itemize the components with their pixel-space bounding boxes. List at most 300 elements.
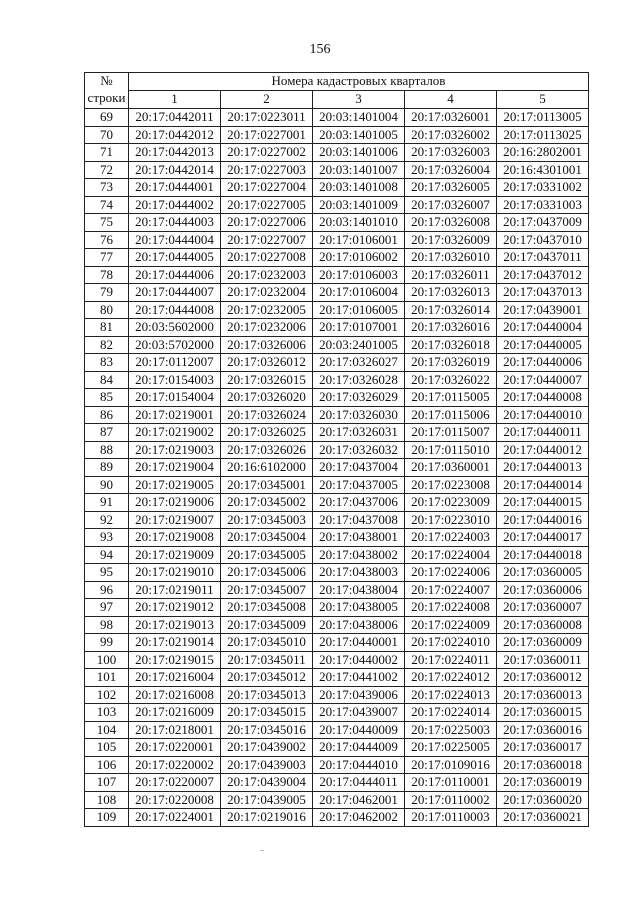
cadastral-number-cell: 20:17:0442011 [129,109,221,127]
cadastral-number-cell: 20:17:0326006 [221,336,313,354]
cadastral-number-cell: 20:17:0216004 [129,669,221,687]
cadastral-number-cell: 20:17:0444010 [313,756,405,774]
row-number-cell: 75 [85,214,129,232]
cadastral-number-cell: 20:17:0219003 [129,441,221,459]
cadastral-number-cell: 20:17:0345001 [221,476,313,494]
cadastral-number-cell: 20:17:0216009 [129,704,221,722]
cadastral-number-cell: 20:17:0360006 [497,581,589,599]
cadastral-number-cell: 20:17:0110003 [405,809,497,827]
table-row [85,739,589,757]
cadastral-number-cell: 20:17:0438005 [313,599,405,617]
cadastral-number-cell: 20:17:0326019 [405,354,497,372]
cadastral-number-cell: 20:17:0439003 [221,756,313,774]
cadastral-number-cell: 20:17:0360017 [497,739,589,757]
table-row [85,441,589,459]
cadastral-number-cell: 20:17:0326029 [313,389,405,407]
table-row [85,424,589,442]
table-row [85,809,589,827]
cadastral-number-cell: 20:17:0219014 [129,634,221,652]
cadastral-number-cell: 20:17:0360020 [497,791,589,809]
row-number-cell: 108 [85,791,129,809]
cadastral-number-cell: 20:17:0444005 [129,249,221,267]
cadastral-number-cell: 20:17:0326013 [405,284,497,302]
cadastral-number-cell: 20:17:0225005 [405,739,497,757]
cadastral-number-cell: 20:17:0112007 [129,354,221,372]
cadastral-number-cell: 20:17:0326014 [405,301,497,319]
cadastral-number-cell: 20:17:0220001 [129,739,221,757]
cadastral-number-cell: 20:17:0360015 [497,704,589,722]
cadastral-number-cell: 20:17:0345004 [221,529,313,547]
cadastral-number-cell: 20:17:0220007 [129,774,221,792]
cadastral-number-cell: 20:17:0224004 [405,546,497,564]
cadastral-number-cell: 20:17:0345005 [221,546,313,564]
cadastral-number-cell: 20:17:0441002 [313,669,405,687]
row-number-cell: 79 [85,284,129,302]
cadastral-number-cell: 20:17:0345012 [221,669,313,687]
cadastral-number-cell: 20:17:0326020 [221,389,313,407]
table-row [85,144,589,162]
table-row [85,599,589,617]
cadastral-number-cell: 20:17:0115010 [405,441,497,459]
row-number-header [85,73,129,109]
cadastral-number-cell: 20:17:0106001 [313,231,405,249]
cadastral-number-cell: 20:17:0227005 [221,196,313,214]
cadastral-number-cell: 20:17:0437013 [497,284,589,302]
cadastral-number-cell: 20:17:0223009 [405,494,497,512]
table-row [85,721,589,739]
cadastral-number-cell: 20:17:0223010 [405,511,497,529]
table-row [85,634,589,652]
cadastral-number-cell: 20:17:0439002 [221,739,313,757]
cadastral-number-cell: 20:17:0223011 [221,109,313,127]
cadastral-number-cell: 20:17:0219006 [129,494,221,512]
table-body [85,109,589,827]
row-number-cell: 70 [85,126,129,144]
row-number-cell: 92 [85,511,129,529]
table-row [85,686,589,704]
cadastral-number-cell: 20:17:0439007 [313,704,405,722]
cadastral-number-cell: 20:17:0154004 [129,389,221,407]
cadastral-number-cell: 20:17:0345003 [221,511,313,529]
cadastral-number-cell: 20:03:1401007 [313,161,405,179]
cadastral-number-cell: 20:17:0437012 [497,266,589,284]
cadastral-number-cell: 20:17:0326031 [313,424,405,442]
cadastral-number-cell: 20:17:0440014 [497,476,589,494]
cadastral-number-cell: 20:17:0444001 [129,179,221,197]
cadastral-number-cell: 20:17:0232005 [221,301,313,319]
column-number-header: 1 [129,91,221,109]
cadastral-number-cell: 20:17:0110001 [405,774,497,792]
cadastral-number-cell: 20:17:0227001 [221,126,313,144]
cadastral-number-cell: 20:17:0442012 [129,126,221,144]
cadastral-number-cell: 20:17:0113025 [497,126,589,144]
table-row [85,319,589,337]
cadastral-number-cell: 20:17:0224013 [405,686,497,704]
cadastral-number-cell: 20:03:1401006 [313,144,405,162]
cadastral-number-cell: 20:17:0216008 [129,686,221,704]
cadastral-number-cell: 20:17:0440005 [497,336,589,354]
table-row [85,546,589,564]
row-number-header-label: строки [87,89,126,105]
cadastral-number-cell: 20:17:0345007 [221,581,313,599]
cadastral-number-cell: 20:03:5602000 [129,319,221,337]
cadastral-number-cell: 20:17:0444011 [313,774,405,792]
row-number-cell: 72 [85,161,129,179]
cadastral-number-cell: 20:17:0224010 [405,634,497,652]
row-number-cell: 100 [85,651,129,669]
cadastral-number-cell: 20:17:0113005 [497,109,589,127]
cadastral-number-cell: 20:17:0115007 [405,424,497,442]
cadastral-number-cell: 20:17:0326007 [405,196,497,214]
row-number-cell: 106 [85,756,129,774]
cadastral-number-cell: 20:17:0219011 [129,581,221,599]
cadastral-number-cell: 20:17:0219009 [129,546,221,564]
row-number-cell: 103 [85,704,129,722]
cadastral-quarters-table [84,72,589,827]
cadastral-number-cell: 20:17:0224003 [405,529,497,547]
cadastral-number-cell: 20:17:0227007 [221,231,313,249]
cadastral-number-cell: 20:17:0331003 [497,196,589,214]
table-row [85,336,589,354]
cadastral-number-cell: 20:17:0326005 [405,179,497,197]
cadastral-number-cell: 20:17:0326002 [405,126,497,144]
cadastral-number-cell: 20:17:0360019 [497,774,589,792]
row-number-cell: 102 [85,686,129,704]
row-number-cell: 90 [85,476,129,494]
paper-mark [260,850,264,851]
table-row [85,406,589,424]
cadastral-number-cell: 20:17:0219015 [129,651,221,669]
cadastral-number-cell: 20:17:0440018 [497,546,589,564]
table-row [85,564,589,582]
table-row [85,669,589,687]
cadastral-number-cell: 20:17:0227003 [221,161,313,179]
table-row [85,371,589,389]
cadastral-number-cell: 20:16:4301001 [497,161,589,179]
cadastral-number-cell: 20:17:0439001 [497,301,589,319]
column-number-header-row [85,91,589,109]
table-row [85,249,589,267]
row-number-cell: 86 [85,406,129,424]
cadastral-number-cell: 20:17:0220008 [129,791,221,809]
cadastral-number-cell: 20:17:0345006 [221,564,313,582]
cadastral-number-cell: 20:17:0360007 [497,599,589,617]
table-row [85,126,589,144]
cadastral-number-cell: 20:17:0232004 [221,284,313,302]
table-row [85,266,589,284]
cadastral-number-cell: 20:17:0232006 [221,319,313,337]
cadastral-number-cell: 20:17:0224014 [405,704,497,722]
cadastral-number-cell: 20:17:0360008 [497,616,589,634]
row-number-cell: 80 [85,301,129,319]
table-row [85,616,589,634]
cadastral-number-cell: 20:17:0360018 [497,756,589,774]
cadastral-number-cell: 20:17:0440015 [497,494,589,512]
cadastral-number-cell: 20:17:0219005 [129,476,221,494]
row-number-cell: 87 [85,424,129,442]
cadastral-number-cell: 20:17:0220002 [129,756,221,774]
table-row [85,581,589,599]
cadastral-number-cell: 20:17:0345009 [221,616,313,634]
column-number-header: 5 [497,91,589,109]
cadastral-number-cell: 20:17:0442014 [129,161,221,179]
cadastral-number-cell: 20:17:0439004 [221,774,313,792]
cadastral-number-cell: 20:17:0326022 [405,371,497,389]
table-row [85,459,589,477]
cadastral-number-cell: 20:03:5702000 [129,336,221,354]
cadastral-number-cell: 20:17:0326011 [405,266,497,284]
cadastral-number-cell: 20:17:0224012 [405,669,497,687]
cadastral-number-cell: 20:17:0326008 [405,214,497,232]
cadastral-number-cell: 20:17:0345010 [221,634,313,652]
cadastral-number-cell: 20:17:0224011 [405,651,497,669]
cadastral-number-cell: 20:17:0154003 [129,371,221,389]
row-number-cell: 109 [85,809,129,827]
cadastral-number-cell: 20:17:0360011 [497,651,589,669]
cadastral-number-cell: 20:16:6102000 [221,459,313,477]
row-number-cell: 96 [85,581,129,599]
row-number-cell: 97 [85,599,129,617]
table-row [85,179,589,197]
page-number: 156 [309,42,331,57]
cadastral-number-cell: 20:17:0440010 [497,406,589,424]
column-number-header: 3 [313,91,405,109]
cadastral-number-cell: 20:17:0360016 [497,721,589,739]
cadastral-number-cell: 20:17:0462001 [313,791,405,809]
cadastral-number-cell: 20:17:0442013 [129,144,221,162]
cadastral-number-cell: 20:17:0439006 [313,686,405,704]
cadastral-number-cell: 20:17:0219012 [129,599,221,617]
cadastral-number-cell: 20:17:0224009 [405,616,497,634]
cadastral-number-cell: 20:03:1401004 [313,109,405,127]
cadastral-number-cell: 20:17:0444003 [129,214,221,232]
cadastral-number-cell: 20:17:0227008 [221,249,313,267]
table-row [85,161,589,179]
cadastral-number-cell: 20:17:0326027 [313,354,405,372]
cadastral-number-cell: 20:17:0437006 [313,494,405,512]
row-number-cell: 107 [85,774,129,792]
cadastral-number-cell: 20:17:0326003 [405,144,497,162]
cadastral-number-cell: 20:17:0345013 [221,686,313,704]
cadastral-number-cell: 20:17:0440008 [497,389,589,407]
row-number-cell: 91 [85,494,129,512]
table-row [85,511,589,529]
cadastral-number-cell: 20:17:0106002 [313,249,405,267]
cadastral-number-cell: 20:17:0115006 [405,406,497,424]
cadastral-number-cell: 20:17:0219013 [129,616,221,634]
cadastral-number-cell: 20:17:0331002 [497,179,589,197]
table-row [85,791,589,809]
cadastral-number-cell: 20:17:0326016 [405,319,497,337]
cadastral-number-cell: 20:17:0326015 [221,371,313,389]
row-number-cell: 99 [85,634,129,652]
cadastral-number-cell: 20:17:0438006 [313,616,405,634]
group-header: Номера кадастровых кварталов [129,73,589,91]
cadastral-number-cell: 20:17:0109016 [405,756,497,774]
cadastral-number-cell: 20:17:0440009 [313,721,405,739]
cadastral-number-cell: 20:17:0224006 [405,564,497,582]
cadastral-number-cell: 20:17:0218001 [129,721,221,739]
cadastral-number-cell: 20:17:0437005 [313,476,405,494]
row-number-cell: 85 [85,389,129,407]
row-number-cell: 101 [85,669,129,687]
table-row [85,704,589,722]
cadastral-number-cell: 20:17:0438004 [313,581,405,599]
cadastral-number-cell: 20:17:0232003 [221,266,313,284]
cadastral-number-cell: 20:17:0326018 [405,336,497,354]
cadastral-number-cell: 20:17:0326025 [221,424,313,442]
row-number-cell: 77 [85,249,129,267]
row-number-cell: 73 [85,179,129,197]
cadastral-number-cell: 20:17:0345016 [221,721,313,739]
cadastral-number-cell: 20:17:0440013 [497,459,589,477]
row-number-cell: 74 [85,196,129,214]
cadastral-number-cell: 20:17:0110002 [405,791,497,809]
cadastral-number-cell: 20:17:0227004 [221,179,313,197]
cadastral-number-cell: 20:17:0345008 [221,599,313,617]
cadastral-number-cell: 20:17:0360009 [497,634,589,652]
row-number-cell: 81 [85,319,129,337]
cadastral-number-cell: 20:17:0225003 [405,721,497,739]
cadastral-number-cell: 20:17:0224007 [405,581,497,599]
cadastral-number-cell: 20:17:0219016 [221,809,313,827]
table-row [85,196,589,214]
row-number-cell: 69 [85,109,129,127]
cadastral-number-cell: 20:17:0444006 [129,266,221,284]
cadastral-number-cell: 20:17:0440016 [497,511,589,529]
row-number-cell: 105 [85,739,129,757]
row-number-cell: 88 [85,441,129,459]
cadastral-number-cell: 20:17:0219002 [129,424,221,442]
table-row [85,109,589,127]
cadastral-number-cell: 20:17:0219007 [129,511,221,529]
cadastral-number-cell: 20:17:0440006 [497,354,589,372]
cadastral-number-cell: 20:17:0106005 [313,301,405,319]
cadastral-number-cell: 20:03:1401005 [313,126,405,144]
cadastral-number-cell: 20:17:0326030 [313,406,405,424]
table-row [85,774,589,792]
table-row [85,494,589,512]
cadastral-number-cell: 20:17:0360001 [405,459,497,477]
cadastral-number-cell: 20:17:0440002 [313,651,405,669]
table-row [85,231,589,249]
cadastral-number-cell: 20:17:0326026 [221,441,313,459]
table-row [85,354,589,372]
cadastral-number-cell: 20:17:0224001 [129,809,221,827]
cadastral-number-cell: 20:17:0227006 [221,214,313,232]
cadastral-number-cell: 20:17:0106004 [313,284,405,302]
row-number-cell: 84 [85,371,129,389]
table-row [85,529,589,547]
cadastral-number-cell: 20:17:0326024 [221,406,313,424]
table-row [85,284,589,302]
row-number-cell: 98 [85,616,129,634]
cadastral-number-cell: 20:17:0223008 [405,476,497,494]
cadastral-number-cell: 20:17:0444007 [129,284,221,302]
table-row [85,476,589,494]
cadastral-number-cell: 20:17:0444002 [129,196,221,214]
table-row [85,389,589,407]
cadastral-number-cell: 20:17:0115005 [405,389,497,407]
column-number-header: 2 [221,91,313,109]
cadastral-number-cell: 20:03:1401008 [313,179,405,197]
cadastral-number-cell: 20:17:0219008 [129,529,221,547]
row-number-cell: 89 [85,459,129,477]
row-number-cell: 93 [85,529,129,547]
cadastral-number-cell: 20:16:2802001 [497,144,589,162]
cadastral-number-cell: 20:17:0439005 [221,791,313,809]
cadastral-number-cell: 20:17:0326001 [405,109,497,127]
cadastral-number-cell: 20:17:0360013 [497,686,589,704]
cadastral-number-cell: 20:17:0326012 [221,354,313,372]
cadastral-number-cell: 20:17:0437009 [497,214,589,232]
cadastral-number-cell: 20:17:0219004 [129,459,221,477]
cadastral-number-cell: 20:17:0345011 [221,651,313,669]
row-number-cell: 78 [85,266,129,284]
cadastral-number-cell: 20:17:0326028 [313,371,405,389]
cadastral-number-cell: 20:17:0437011 [497,249,589,267]
cadastral-number-cell: 20:17:0326009 [405,231,497,249]
column-number-header: 4 [405,91,497,109]
cadastral-number-cell: 20:03:1401010 [313,214,405,232]
cadastral-number-cell: 20:17:0360005 [497,564,589,582]
row-number-cell: 76 [85,231,129,249]
cadastral-number-cell: 20:17:0106003 [313,266,405,284]
cadastral-number-cell: 20:17:0345002 [221,494,313,512]
row-number-cell: 71 [85,144,129,162]
cadastral-number-cell: 20:17:0107001 [313,319,405,337]
cadastral-number-cell: 20:17:0227002 [221,144,313,162]
row-number-cell: 104 [85,721,129,739]
cadastral-number-cell: 20:17:0438003 [313,564,405,582]
cadastral-number-cell: 20:17:0345015 [221,704,313,722]
cadastral-number-cell: 20:17:0440011 [497,424,589,442]
cadastral-number-cell: 20:17:0438002 [313,546,405,564]
cadastral-number-cell: 20:03:1401009 [313,196,405,214]
row-number-cell: 83 [85,354,129,372]
cadastral-number-cell: 20:17:0224008 [405,599,497,617]
cadastral-number-cell: 20:17:0444004 [129,231,221,249]
table-row [85,214,589,232]
cadastral-number-cell: 20:17:0437008 [313,511,405,529]
cadastral-number-cell: 20:17:0437010 [497,231,589,249]
cadastral-number-cell: 20:17:0326010 [405,249,497,267]
row-number-header-symbol: № [100,73,113,88]
cadastral-number-cell: 20:17:0438001 [313,529,405,547]
row-number-cell: 94 [85,546,129,564]
cadastral-number-cell: 20:03:2401005 [313,336,405,354]
cadastral-number-cell: 20:17:0462002 [313,809,405,827]
cadastral-number-cell: 20:17:0326004 [405,161,497,179]
cadastral-number-cell: 20:17:0219001 [129,406,221,424]
cadastral-number-cell: 20:17:0360021 [497,809,589,827]
cadastral-number-cell: 20:17:0440017 [497,529,589,547]
cadastral-number-cell: 20:17:0360012 [497,669,589,687]
cadastral-number-cell: 20:17:0440007 [497,371,589,389]
row-number-cell: 82 [85,336,129,354]
cadastral-number-cell: 20:17:0437004 [313,459,405,477]
table-row [85,756,589,774]
table-row [85,651,589,669]
table-row [85,301,589,319]
row-number-cell: 95 [85,564,129,582]
cadastral-number-cell: 20:17:0440012 [497,441,589,459]
cadastral-number-cell: 20:17:0440001 [313,634,405,652]
cadastral-number-cell: 20:17:0444008 [129,301,221,319]
cadastral-number-cell: 20:17:0444009 [313,739,405,757]
cadastral-number-cell: 20:17:0326032 [313,441,405,459]
cadastral-number-cell: 20:17:0219010 [129,564,221,582]
